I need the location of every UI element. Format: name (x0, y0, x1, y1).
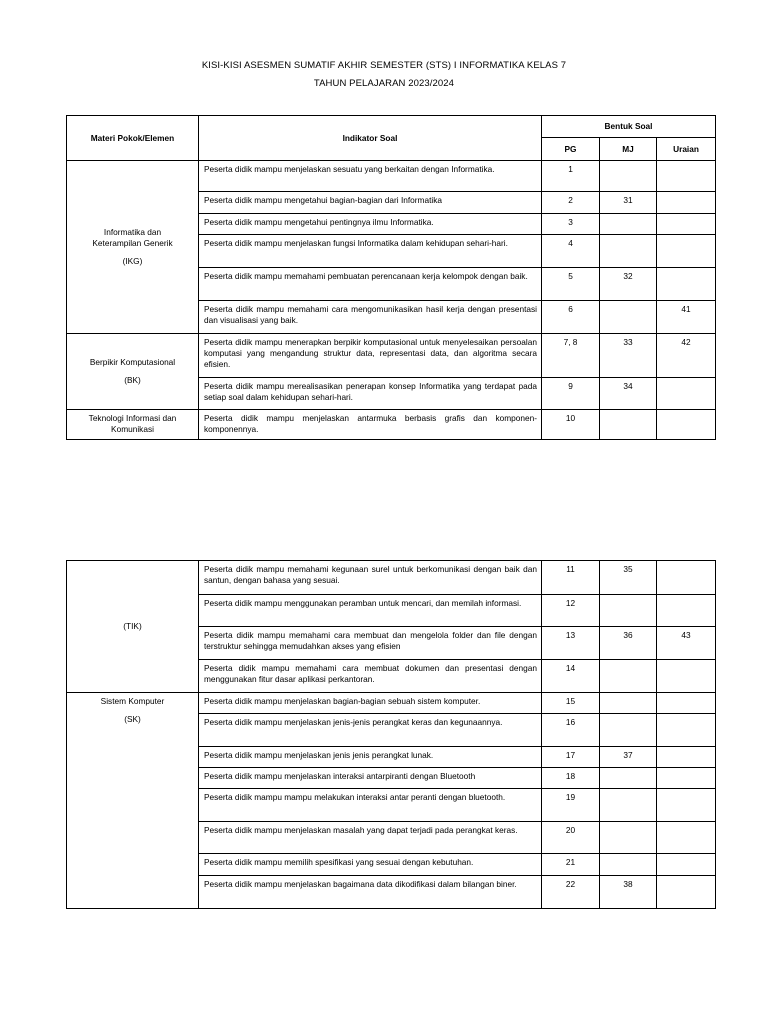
pg-cell: 6 (542, 301, 600, 334)
materi-tik-heading (67, 410, 199, 440)
indikator-cell: Peserta didik mampu mampu melakukan interaksi antar peranti dengan bluetooth. (199, 789, 542, 822)
indikator-cell: Peserta didik mampu menjelaskan bagaimana data dikodifikasi dalam bilangan biner. (199, 876, 542, 909)
uraian-cell (657, 192, 716, 214)
indikator-cell: Peserta didik mampu menjelaskan jenis jenis perangkat lunak. (199, 747, 542, 768)
document-subtitle: TAHUN PELAJARAN 2023/2024 (313, 78, 455, 89)
header-bentuk-soal: Bentuk Soal (542, 116, 716, 138)
mj-cell (600, 235, 657, 268)
document-title: KISI-KISI ASESMEN SUMATIF AKHIR SEMESTER (STS) I INFORMATIKA KELAS 7 (201, 60, 567, 71)
kisi-table-part-2 (66, 560, 716, 909)
pg-cell: 16 (542, 714, 600, 747)
indikator-cell: Peserta didik mampu menjelaskan bagian-bagian sebuah sistem komputer. (199, 693, 542, 714)
table-row (67, 410, 716, 440)
mj-cell (600, 822, 657, 854)
table-row (67, 693, 716, 714)
materi-sk-code: (SK) (124, 714, 141, 724)
kisi-table-part-1 (66, 115, 716, 440)
pg-cell: 7, 8 (542, 334, 600, 378)
mj-cell (600, 214, 657, 235)
mj-cell (600, 693, 657, 714)
mj-cell (600, 595, 657, 627)
mj-cell: 37 (600, 747, 657, 768)
pg-cell: 11 (542, 561, 600, 595)
mj-cell (600, 660, 657, 693)
uraian-cell (657, 714, 716, 747)
pg-cell: 15 (542, 693, 600, 714)
indikator-cell: Peserta didik mampu menjelaskan jenis-jenis perangkat keras dan kegunaannya. (199, 714, 542, 747)
uraian-cell (657, 747, 716, 768)
indikator-cell: Peserta didik mampu menjelaskan antarmuka berbasis grafis dan komponen-komponennya. (199, 410, 542, 440)
uraian-cell (657, 561, 716, 595)
pg-cell: 22 (542, 876, 600, 909)
indikator-cell: Peserta didik mampu menerapkan berpikir komputasional untuk menyelesaikan persoalan komputasi yang mengandung struktur data, representasi data, dan algoritma secara efisien. (199, 334, 542, 378)
mj-cell (600, 714, 657, 747)
materi-ikg-line1: Informatika dan (103, 227, 162, 237)
uraian-cell (657, 768, 716, 789)
uraian-cell (657, 235, 716, 268)
header-mj: MJ (600, 138, 657, 161)
indikator-cell: Peserta didik mampu menjelaskan sesuatu yang berkaitan dengan Informatika. (199, 161, 542, 192)
uraian-cell (657, 268, 716, 301)
mj-cell (600, 161, 657, 192)
uraian-cell (657, 161, 716, 192)
mj-cell: 31 (600, 192, 657, 214)
materi-tik-line2: Komunikasi (111, 424, 154, 434)
materi-bk (67, 334, 199, 410)
uraian-cell (657, 854, 716, 876)
indikator-cell: Peserta didik mampu memahami cara membuat dan mengelola folder dan file dengan terstruktur sehingga memudahkan akses yang efisien (199, 627, 542, 660)
mj-cell: 35 (600, 561, 657, 595)
uraian-cell (657, 693, 716, 714)
header-indikator: Indikator Soal (199, 116, 542, 161)
pg-cell: 1 (542, 161, 600, 192)
materi-tik-code: (TIK) (123, 621, 142, 631)
mj-cell: 38 (600, 876, 657, 909)
mj-cell (600, 410, 657, 440)
indikator-cell: Peserta didik mampu memahami kegunaan surel untuk berkomunikasi dengan baik dan santun, dengan bahasa yang sesuai. (199, 561, 542, 595)
pg-cell: 18 (542, 768, 600, 789)
uraian-cell (657, 214, 716, 235)
mj-cell (600, 301, 657, 334)
table-row (67, 161, 716, 192)
indikator-cell: Peserta didik mampu menjelaskan masalah yang dapat terjadi pada perangkat keras. (199, 822, 542, 854)
indikator-cell: Peserta didik mampu menjelaskan fungsi Informatika dalam kehidupan sehari-hari. (199, 235, 542, 268)
indikator-cell: Peserta didik mampu mengetahui bagian-bagian dari Informatika (199, 192, 542, 214)
uraian-cell (657, 378, 716, 410)
mj-cell (600, 789, 657, 822)
pg-cell: 20 (542, 822, 600, 854)
uraian-cell: 42 (657, 334, 716, 378)
mj-cell: 33 (600, 334, 657, 378)
pg-cell: 19 (542, 789, 600, 822)
indikator-cell: Peserta didik mampu memahami cara mengomunikasikan hasil kerja dengan presentasi dan visualisasi yang baik. (199, 301, 542, 334)
indikator-cell: Peserta didik mampu memilih spesifikasi yang sesuai dengan kebutuhan. (199, 854, 542, 876)
indikator-cell: Peserta didik mampu memahami cara membuat dokumen dan presentasi dengan menggunakan fitur dasar aplikasi perkantoran. (199, 660, 542, 693)
materi-ikg-code: (IKG) (122, 256, 143, 266)
uraian-cell (657, 876, 716, 909)
pg-cell: 10 (542, 410, 600, 440)
materi-tik (67, 561, 199, 693)
mj-cell: 34 (600, 378, 657, 410)
uraian-cell (657, 595, 716, 627)
mj-cell: 36 (600, 627, 657, 660)
mj-cell: 32 (600, 268, 657, 301)
materi-ikg-line2: Keterampilan Generik (92, 238, 173, 248)
mj-cell (600, 768, 657, 789)
materi-sk-name: Sistem Komputer (100, 696, 165, 706)
materi-bk-code: (BK) (124, 375, 141, 385)
indikator-cell: Peserta didik mampu merealisasikan penerapan konsep Informatika yang terdapat pada setiap soal dalam kehidupan sehari-hari. (199, 378, 542, 410)
uraian-cell (657, 822, 716, 854)
pg-cell: 3 (542, 214, 600, 235)
uraian-cell (657, 660, 716, 693)
pg-cell: 2 (542, 192, 600, 214)
indikator-cell: Peserta didik mampu menggunakan peramban untuk mencari, dan memilah informasi. (199, 595, 542, 627)
table-row (67, 334, 716, 378)
pg-cell: 17 (542, 747, 600, 768)
indikator-cell: Peserta didik mampu menjelaskan interaksi antarpiranti dengan Bluetooth (199, 768, 542, 789)
pg-cell: 13 (542, 627, 600, 660)
materi-ikg (67, 161, 199, 334)
materi-bk-name: Berpikir Komputasional (89, 357, 176, 367)
header-pg: PG (542, 138, 600, 161)
pg-cell: 9 (542, 378, 600, 410)
header-uraian: Uraian (657, 138, 716, 161)
pg-cell: 5 (542, 268, 600, 301)
pg-cell: 14 (542, 660, 600, 693)
table-row (67, 561, 716, 595)
uraian-cell (657, 410, 716, 440)
materi-tik-line1: Teknologi Informasi dan (88, 413, 177, 423)
pg-cell: 12 (542, 595, 600, 627)
header-materi: Materi Pokok/Elemen (67, 116, 199, 161)
uraian-cell (657, 789, 716, 822)
mj-cell (600, 854, 657, 876)
uraian-cell: 43 (657, 627, 716, 660)
indikator-cell: Peserta didik mampu memahami pembuatan perencanaan kerja kelompok dengan baik. (199, 268, 542, 301)
uraian-cell: 41 (657, 301, 716, 334)
pg-cell: 21 (542, 854, 600, 876)
materi-sk (67, 693, 199, 909)
indikator-cell: Peserta didik mampu mengetahui pentingnya ilmu Informatika. (199, 214, 542, 235)
pg-cell: 4 (542, 235, 600, 268)
